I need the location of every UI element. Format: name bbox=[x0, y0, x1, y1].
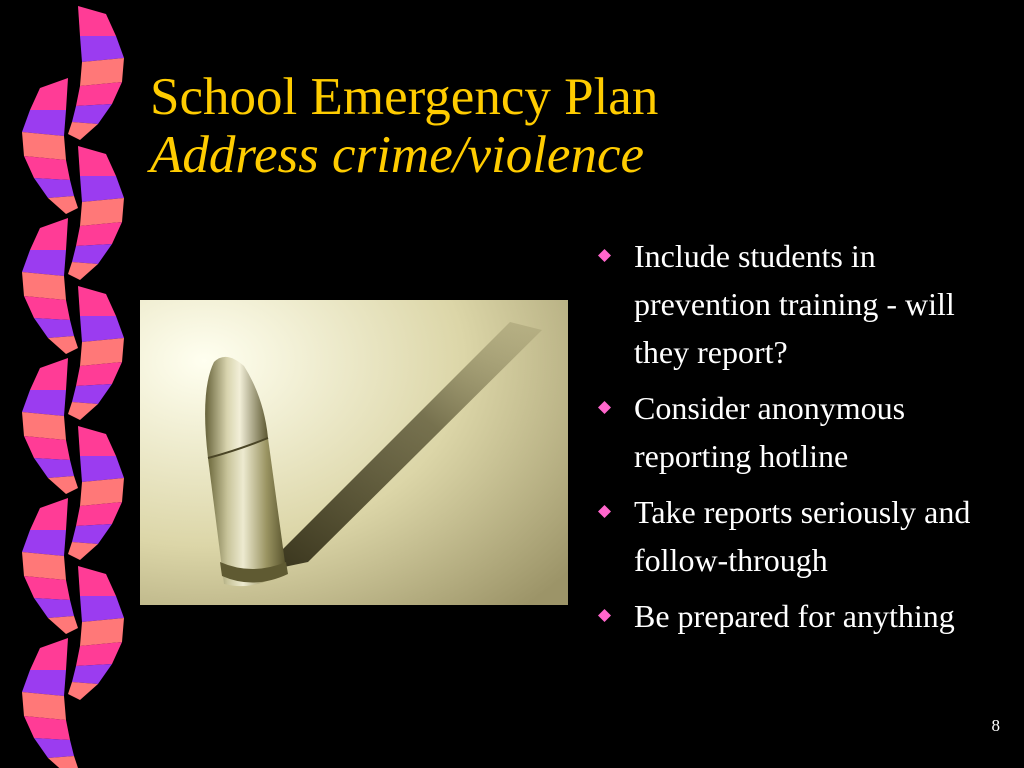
slide-title bbox=[150, 68, 1010, 184]
bullet-item bbox=[596, 592, 1006, 640]
diamond-bullet-icon bbox=[598, 609, 611, 622]
wavy-ribbon-border bbox=[18, 0, 136, 768]
bullet-text: Include students in prevention training - will they report? bbox=[634, 238, 955, 370]
title-line-2: Address crime/violence bbox=[150, 126, 645, 184]
bullet-cartridge-photo bbox=[140, 300, 568, 605]
diamond-bullet-icon bbox=[598, 505, 611, 518]
bullet-text: Consider anonymous reporting hotline bbox=[634, 390, 906, 474]
page-number: 8 bbox=[991, 716, 1000, 735]
bullet-text: Be prepared for anything bbox=[634, 598, 955, 634]
title-line-1: School Emergency Plan bbox=[150, 68, 659, 126]
diamond-bullet-icon bbox=[598, 401, 611, 414]
bullet-item bbox=[596, 488, 1006, 584]
bullet-item bbox=[596, 384, 1006, 480]
bullet-text: Take reports seriously and follow-through bbox=[634, 494, 971, 578]
bullet-list bbox=[596, 232, 1006, 648]
diamond-bullet-icon bbox=[598, 249, 611, 262]
bullet-item bbox=[596, 232, 1006, 376]
